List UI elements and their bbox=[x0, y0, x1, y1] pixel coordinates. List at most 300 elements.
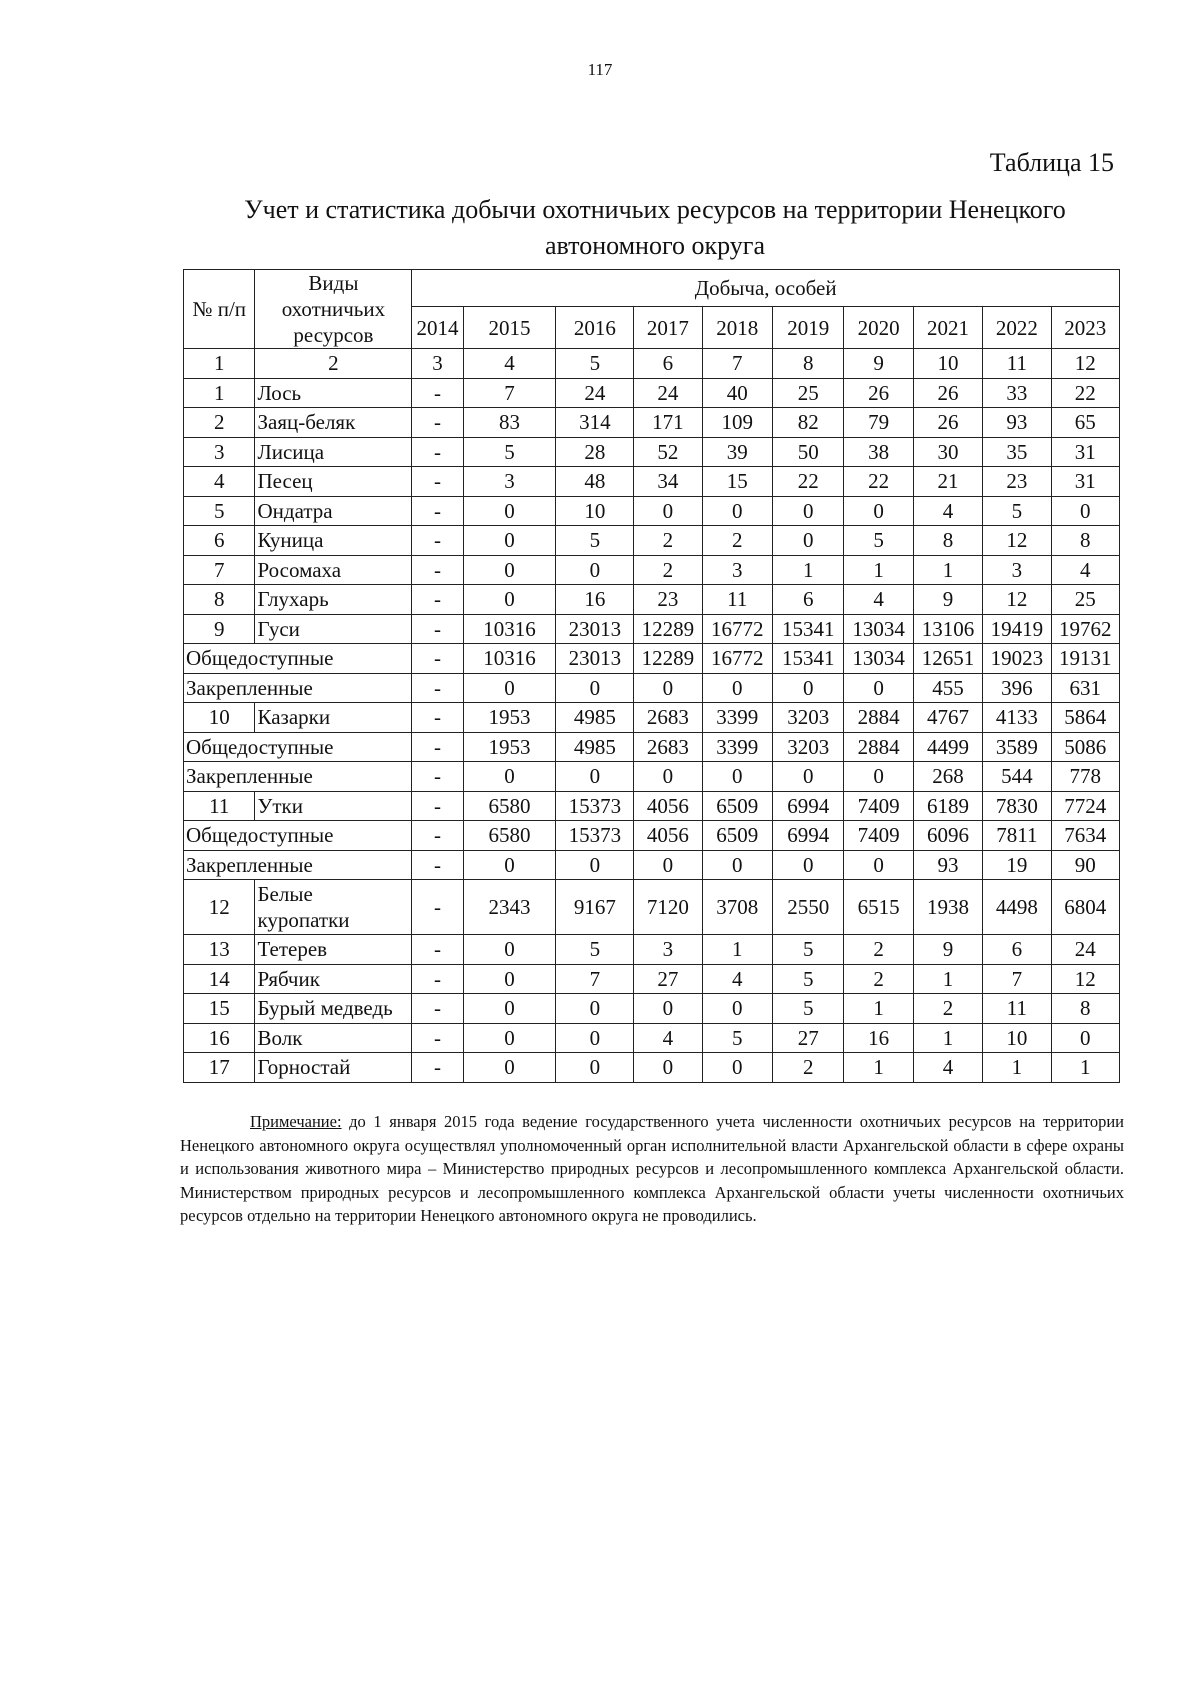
harvest-value: 5 bbox=[773, 935, 844, 965]
row-number: 1 bbox=[184, 378, 255, 408]
harvest-value: 4 bbox=[634, 1023, 702, 1053]
table-row bbox=[184, 555, 1120, 585]
harvest-value: 23013 bbox=[556, 614, 634, 644]
header-year: 2018 bbox=[702, 307, 772, 349]
harvest-value: 65 bbox=[1051, 408, 1120, 438]
harvest-value: 2884 bbox=[844, 732, 913, 762]
column-number: 3 bbox=[412, 349, 463, 379]
harvest-value: 0 bbox=[463, 585, 556, 615]
species-name: Лисица bbox=[255, 437, 412, 467]
harvest-value: 4 bbox=[1051, 555, 1120, 585]
harvest-value: - bbox=[412, 526, 463, 556]
harvest-value: 0 bbox=[702, 496, 772, 526]
table-row bbox=[184, 1053, 1120, 1083]
harvest-value: 0 bbox=[463, 935, 556, 965]
harvest-value: - bbox=[412, 555, 463, 585]
harvest-value: 2 bbox=[634, 555, 702, 585]
harvest-value: 1 bbox=[983, 1053, 1051, 1083]
harvest-value: 4985 bbox=[556, 703, 634, 733]
harvest-value: 0 bbox=[634, 994, 702, 1024]
harvest-value: 0 bbox=[556, 1023, 634, 1053]
table-subrow bbox=[184, 821, 1120, 851]
harvest-value: 26 bbox=[844, 378, 913, 408]
harvest-value: 4499 bbox=[913, 732, 982, 762]
harvest-value: 8 bbox=[1051, 526, 1120, 556]
harvest-value: 2550 bbox=[773, 880, 844, 935]
harvest-value: 25 bbox=[773, 378, 844, 408]
row-number: 6 bbox=[184, 526, 255, 556]
harvest-value: 5864 bbox=[1051, 703, 1120, 733]
species-name: Ондатра bbox=[255, 496, 412, 526]
column-number: 2 bbox=[255, 349, 412, 379]
harvest-value: 0 bbox=[556, 673, 634, 703]
harvest-value: 0 bbox=[556, 850, 634, 880]
harvest-value: 90 bbox=[1051, 850, 1120, 880]
species-name: Казарки bbox=[255, 703, 412, 733]
harvest-value: 11 bbox=[983, 994, 1051, 1024]
header-year: 2017 bbox=[634, 307, 702, 349]
harvest-value: 4498 bbox=[983, 880, 1051, 935]
harvest-value: 6509 bbox=[702, 821, 772, 851]
harvest-value: 24 bbox=[634, 378, 702, 408]
harvest-value: 0 bbox=[463, 673, 556, 703]
table-row bbox=[184, 437, 1120, 467]
harvest-value: 4 bbox=[913, 1053, 982, 1083]
harvest-value: 0 bbox=[463, 964, 556, 994]
harvest-value: 15373 bbox=[556, 821, 634, 851]
harvest-value: 5 bbox=[556, 526, 634, 556]
row-number: 13 bbox=[184, 935, 255, 965]
row-number: 14 bbox=[184, 964, 255, 994]
harvest-value: 5 bbox=[463, 437, 556, 467]
harvest-value: 1 bbox=[702, 935, 772, 965]
harvest-value: 109 bbox=[702, 408, 772, 438]
harvest-value: 50 bbox=[773, 437, 844, 467]
harvest-value: 9167 bbox=[556, 880, 634, 935]
harvest-value: 0 bbox=[556, 1053, 634, 1083]
table-subrow bbox=[184, 673, 1120, 703]
harvest-value: - bbox=[412, 585, 463, 615]
row-number: 9 bbox=[184, 614, 255, 644]
table-row bbox=[184, 703, 1120, 733]
harvest-value: 0 bbox=[773, 850, 844, 880]
harvest-value: 3203 bbox=[773, 703, 844, 733]
species-name: Песец bbox=[255, 467, 412, 497]
harvest-value: 2 bbox=[702, 526, 772, 556]
row-number: 4 bbox=[184, 467, 255, 497]
harvest-value: 6509 bbox=[702, 791, 772, 821]
harvest-value: 4056 bbox=[634, 821, 702, 851]
harvest-value: 7 bbox=[556, 964, 634, 994]
harvest-value: 79 bbox=[844, 408, 913, 438]
harvest-value: 0 bbox=[463, 555, 556, 585]
column-number: 5 bbox=[556, 349, 634, 379]
row-number: 7 bbox=[184, 555, 255, 585]
harvest-value: 0 bbox=[463, 526, 556, 556]
harvest-value: 3589 bbox=[983, 732, 1051, 762]
harvest-value: - bbox=[412, 935, 463, 965]
column-number: 6 bbox=[634, 349, 702, 379]
table-subrow bbox=[184, 732, 1120, 762]
harvest-value: - bbox=[412, 673, 463, 703]
harvest-value: 2 bbox=[844, 964, 913, 994]
harvest-value: 631 bbox=[1051, 673, 1120, 703]
harvest-value: 22 bbox=[844, 467, 913, 497]
harvest-value: 30 bbox=[913, 437, 982, 467]
species-name: Лось bbox=[255, 378, 412, 408]
harvest-value: 0 bbox=[773, 673, 844, 703]
harvest-value: - bbox=[412, 791, 463, 821]
species-name: Рябчик bbox=[255, 964, 412, 994]
harvest-value: 22 bbox=[773, 467, 844, 497]
harvest-value: 1 bbox=[913, 964, 982, 994]
table-subrow bbox=[184, 644, 1120, 674]
footnote-lead: Примечание: bbox=[250, 1112, 342, 1131]
table-subrow bbox=[184, 762, 1120, 792]
subcategory-label: Общедоступные bbox=[184, 821, 412, 851]
harvest-value: 455 bbox=[913, 673, 982, 703]
harvest-value: 7409 bbox=[844, 821, 913, 851]
harvest-value: 26 bbox=[913, 408, 982, 438]
harvest-value: 5086 bbox=[1051, 732, 1120, 762]
row-number: 10 bbox=[184, 703, 255, 733]
header-year: 2023 bbox=[1051, 307, 1120, 349]
harvest-value: 23013 bbox=[556, 644, 634, 674]
harvest-value: 7811 bbox=[983, 821, 1051, 851]
harvest-value: - bbox=[412, 821, 463, 851]
harvest-value: 12 bbox=[1051, 964, 1120, 994]
species-name: Горностай bbox=[255, 1053, 412, 1083]
harvest-value: 0 bbox=[634, 673, 702, 703]
harvest-value: 31 bbox=[1051, 467, 1120, 497]
row-number: 2 bbox=[184, 408, 255, 438]
harvest-value: 0 bbox=[463, 1023, 556, 1053]
harvest-value: 40 bbox=[702, 378, 772, 408]
table-row bbox=[184, 585, 1120, 615]
harvest-value: 0 bbox=[463, 496, 556, 526]
table-row bbox=[184, 378, 1120, 408]
harvest-value: 15341 bbox=[773, 614, 844, 644]
harvest-value: 1938 bbox=[913, 880, 982, 935]
harvest-value: 0 bbox=[773, 526, 844, 556]
harvest-value: 7830 bbox=[983, 791, 1051, 821]
harvest-value: 6580 bbox=[463, 821, 556, 851]
harvest-value: 5 bbox=[702, 1023, 772, 1053]
harvest-value: 48 bbox=[556, 467, 634, 497]
harvest-value: - bbox=[412, 467, 463, 497]
harvest-value: 5 bbox=[844, 526, 913, 556]
harvest-value: - bbox=[412, 408, 463, 438]
harvest-value: - bbox=[412, 732, 463, 762]
harvest-value: 16 bbox=[556, 585, 634, 615]
table-title: Учет и статистика добычи охотничьих ресурсов на территории Ненецкого автономного округа bbox=[244, 195, 1066, 260]
harvest-value: - bbox=[412, 850, 463, 880]
harvest-value: 27 bbox=[634, 964, 702, 994]
harvest-value: 2 bbox=[844, 935, 913, 965]
species-name: Волк bbox=[255, 1023, 412, 1053]
harvest-value: 0 bbox=[702, 1053, 772, 1083]
harvest-value: 3708 bbox=[702, 880, 772, 935]
harvest-value: - bbox=[412, 437, 463, 467]
harvest-value: 1 bbox=[1051, 1053, 1120, 1083]
harvest-value: 544 bbox=[983, 762, 1051, 792]
footnote bbox=[180, 1110, 1124, 1228]
footnote-text: до 1 января 2015 года ведение государственного учета численности охотничьих ресурсов на территории Ненецкого автономного округа осуществлял уполномоченный орган исполнительной власти Архангельской области в сфере охраны и использования животного мира – Министерство природных ресурсов и лесопромышленного комплекса Архангельской области. Министерством природных ресурсов и лесопромышленного комплекса Архангельской области учеты численности охотничьих ресурсов отдельно на территории Ненецкого автономного округа не проводились. bbox=[180, 1112, 1124, 1225]
harvest-value: 8 bbox=[913, 526, 982, 556]
column-number: 11 bbox=[983, 349, 1051, 379]
table-subrow bbox=[184, 850, 1120, 880]
harvest-value: 3203 bbox=[773, 732, 844, 762]
harvest-value: - bbox=[412, 1053, 463, 1083]
harvest-value: 13034 bbox=[844, 644, 913, 674]
harvest-value: 10316 bbox=[463, 644, 556, 674]
table-row bbox=[184, 496, 1120, 526]
harvest-value: 7120 bbox=[634, 880, 702, 935]
harvest-value: 0 bbox=[1051, 496, 1120, 526]
harvest-value: - bbox=[412, 703, 463, 733]
harvest-value: 0 bbox=[463, 850, 556, 880]
harvest-value: 6 bbox=[983, 935, 1051, 965]
header-year: 2022 bbox=[983, 307, 1051, 349]
harvest-value: - bbox=[412, 496, 463, 526]
harvest-value: 0 bbox=[634, 1053, 702, 1083]
harvest-value: 16772 bbox=[702, 644, 772, 674]
table-body bbox=[184, 378, 1120, 1082]
species-name: Гуси bbox=[255, 614, 412, 644]
column-number: 8 bbox=[773, 349, 844, 379]
header-year: 2016 bbox=[556, 307, 634, 349]
species-name: Росомаха bbox=[255, 555, 412, 585]
harvest-value: 11 bbox=[702, 585, 772, 615]
row-number: 16 bbox=[184, 1023, 255, 1053]
harvest-value: 5 bbox=[773, 994, 844, 1024]
harvest-value: - bbox=[412, 880, 463, 935]
harvest-value: 19023 bbox=[983, 644, 1051, 674]
harvest-value: 6994 bbox=[773, 821, 844, 851]
harvest-value: 0 bbox=[844, 850, 913, 880]
harvest-value: 0 bbox=[844, 762, 913, 792]
harvest-value: 6096 bbox=[913, 821, 982, 851]
harvest-value: 0 bbox=[702, 673, 772, 703]
harvest-value: 24 bbox=[1051, 935, 1120, 965]
table-row bbox=[184, 614, 1120, 644]
harvest-value: 6580 bbox=[463, 791, 556, 821]
harvest-value: 12289 bbox=[634, 614, 702, 644]
harvest-value: 0 bbox=[463, 762, 556, 792]
harvest-value: 19419 bbox=[983, 614, 1051, 644]
harvest-value: 2884 bbox=[844, 703, 913, 733]
harvest-value: 4 bbox=[913, 496, 982, 526]
harvest-value: 0 bbox=[634, 496, 702, 526]
harvest-table bbox=[183, 269, 1120, 1083]
harvest-value: 9 bbox=[913, 585, 982, 615]
harvest-value: 778 bbox=[1051, 762, 1120, 792]
column-number: 9 bbox=[844, 349, 913, 379]
harvest-value: 0 bbox=[702, 994, 772, 1024]
harvest-value: 4767 bbox=[913, 703, 982, 733]
harvest-value: 52 bbox=[634, 437, 702, 467]
harvest-value: 23 bbox=[634, 585, 702, 615]
harvest-value: 4985 bbox=[556, 732, 634, 762]
harvest-value: 6189 bbox=[913, 791, 982, 821]
harvest-value: 6994 bbox=[773, 791, 844, 821]
harvest-value: 2 bbox=[913, 994, 982, 1024]
column-numbers-row bbox=[184, 349, 1120, 379]
harvest-value: 8 bbox=[1051, 994, 1120, 1024]
harvest-value: 2683 bbox=[634, 703, 702, 733]
harvest-value: 10316 bbox=[463, 614, 556, 644]
harvest-value: 93 bbox=[983, 408, 1051, 438]
harvest-value: 2683 bbox=[634, 732, 702, 762]
harvest-value: 33 bbox=[983, 378, 1051, 408]
header-num: № п/п bbox=[184, 270, 255, 349]
harvest-value: 93 bbox=[913, 850, 982, 880]
harvest-value: 5 bbox=[983, 496, 1051, 526]
row-number: 3 bbox=[184, 437, 255, 467]
harvest-value: 5 bbox=[556, 935, 634, 965]
row-number: 8 bbox=[184, 585, 255, 615]
column-number: 7 bbox=[702, 349, 772, 379]
harvest-value: 4 bbox=[702, 964, 772, 994]
harvest-value: 1953 bbox=[463, 703, 556, 733]
harvest-value: 6804 bbox=[1051, 880, 1120, 935]
harvest-value: 10 bbox=[556, 496, 634, 526]
harvest-value: 25 bbox=[1051, 585, 1120, 615]
header-year: 2015 bbox=[463, 307, 556, 349]
harvest-value: 1 bbox=[773, 555, 844, 585]
harvest-value: 0 bbox=[556, 762, 634, 792]
header-year: 2014 bbox=[412, 307, 463, 349]
harvest-value: 7634 bbox=[1051, 821, 1120, 851]
row-number: 12 bbox=[184, 880, 255, 935]
harvest-value: 1 bbox=[913, 1023, 982, 1053]
harvest-value: 0 bbox=[773, 762, 844, 792]
table-row bbox=[184, 526, 1120, 556]
harvest-value: 7724 bbox=[1051, 791, 1120, 821]
harvest-value: 19131 bbox=[1051, 644, 1120, 674]
harvest-value: 3 bbox=[463, 467, 556, 497]
harvest-value: 7409 bbox=[844, 791, 913, 821]
table-row bbox=[184, 935, 1120, 965]
harvest-value: 0 bbox=[556, 994, 634, 1024]
table-row bbox=[184, 1023, 1120, 1053]
harvest-value: 1 bbox=[844, 994, 913, 1024]
header-harvest: Добыча, особей bbox=[412, 270, 1120, 307]
harvest-value: 396 bbox=[983, 673, 1051, 703]
species-name: Куница bbox=[255, 526, 412, 556]
harvest-value: 0 bbox=[773, 496, 844, 526]
harvest-value: 21 bbox=[913, 467, 982, 497]
species-name: Белые куропатки bbox=[255, 880, 412, 935]
column-number: 10 bbox=[913, 349, 982, 379]
harvest-value: - bbox=[412, 1023, 463, 1053]
header-year: 2019 bbox=[773, 307, 844, 349]
harvest-value: 12 bbox=[983, 585, 1051, 615]
harvest-value: 24 bbox=[556, 378, 634, 408]
subcategory-label: Закрепленные bbox=[184, 673, 412, 703]
species-name: Бурый медведь bbox=[255, 994, 412, 1024]
harvest-value: 268 bbox=[913, 762, 982, 792]
harvest-value: 4133 bbox=[983, 703, 1051, 733]
harvest-value: 0 bbox=[463, 994, 556, 1024]
table-row bbox=[184, 880, 1120, 935]
harvest-value: 3399 bbox=[702, 732, 772, 762]
harvest-value: 34 bbox=[634, 467, 702, 497]
harvest-value: 7 bbox=[463, 378, 556, 408]
harvest-value: 6 bbox=[773, 585, 844, 615]
harvest-value: 19762 bbox=[1051, 614, 1120, 644]
harvest-value: 1 bbox=[913, 555, 982, 585]
harvest-value: 0 bbox=[634, 850, 702, 880]
harvest-value: 3 bbox=[983, 555, 1051, 585]
harvest-value: 16 bbox=[844, 1023, 913, 1053]
harvest-value: 12651 bbox=[913, 644, 982, 674]
harvest-value: 83 bbox=[463, 408, 556, 438]
harvest-value: 0 bbox=[634, 762, 702, 792]
harvest-value: 26 bbox=[913, 378, 982, 408]
table-row bbox=[184, 408, 1120, 438]
subcategory-label: Закрепленные bbox=[184, 762, 412, 792]
species-name: Заяц-беляк bbox=[255, 408, 412, 438]
harvest-value: 5 bbox=[773, 964, 844, 994]
subcategory-label: Общедоступные bbox=[184, 732, 412, 762]
harvest-value: 22 bbox=[1051, 378, 1120, 408]
harvest-value: 27 bbox=[773, 1023, 844, 1053]
harvest-value: 6515 bbox=[844, 880, 913, 935]
species-name: Тетерев bbox=[255, 935, 412, 965]
row-number: 11 bbox=[184, 791, 255, 821]
row-number: 5 bbox=[184, 496, 255, 526]
harvest-value: 0 bbox=[702, 850, 772, 880]
harvest-value: 15 bbox=[702, 467, 772, 497]
harvest-value: - bbox=[412, 964, 463, 994]
harvest-value: 2 bbox=[634, 526, 702, 556]
column-number: 1 bbox=[184, 349, 255, 379]
row-number: 15 bbox=[184, 994, 255, 1024]
header-year: 2020 bbox=[844, 307, 913, 349]
harvest-value: 3399 bbox=[702, 703, 772, 733]
table-row bbox=[184, 467, 1120, 497]
species-name: Утки bbox=[255, 791, 412, 821]
table-row bbox=[184, 994, 1120, 1024]
harvest-value: 10 bbox=[983, 1023, 1051, 1053]
harvest-value: 39 bbox=[702, 437, 772, 467]
page-number: 117 bbox=[587, 60, 613, 79]
harvest-value: 15373 bbox=[556, 791, 634, 821]
header-year: 2021 bbox=[913, 307, 982, 349]
species-name: Глухарь bbox=[255, 585, 412, 615]
harvest-value: 13034 bbox=[844, 614, 913, 644]
harvest-value: 82 bbox=[773, 408, 844, 438]
harvest-value: 0 bbox=[1051, 1023, 1120, 1053]
harvest-value: 0 bbox=[463, 1053, 556, 1083]
harvest-value: 4 bbox=[844, 585, 913, 615]
harvest-value: 4056 bbox=[634, 791, 702, 821]
harvest-value: 7 bbox=[983, 964, 1051, 994]
harvest-value: 12289 bbox=[634, 644, 702, 674]
table-row bbox=[184, 791, 1120, 821]
harvest-value: 0 bbox=[844, 673, 913, 703]
harvest-value: 3 bbox=[634, 935, 702, 965]
harvest-value: 15341 bbox=[773, 644, 844, 674]
harvest-value: - bbox=[412, 762, 463, 792]
harvest-value: 171 bbox=[634, 408, 702, 438]
harvest-value: 28 bbox=[556, 437, 634, 467]
harvest-value: 13106 bbox=[913, 614, 982, 644]
subcategory-label: Общедоступные bbox=[184, 644, 412, 674]
harvest-value: 3 bbox=[702, 555, 772, 585]
harvest-value: 1953 bbox=[463, 732, 556, 762]
